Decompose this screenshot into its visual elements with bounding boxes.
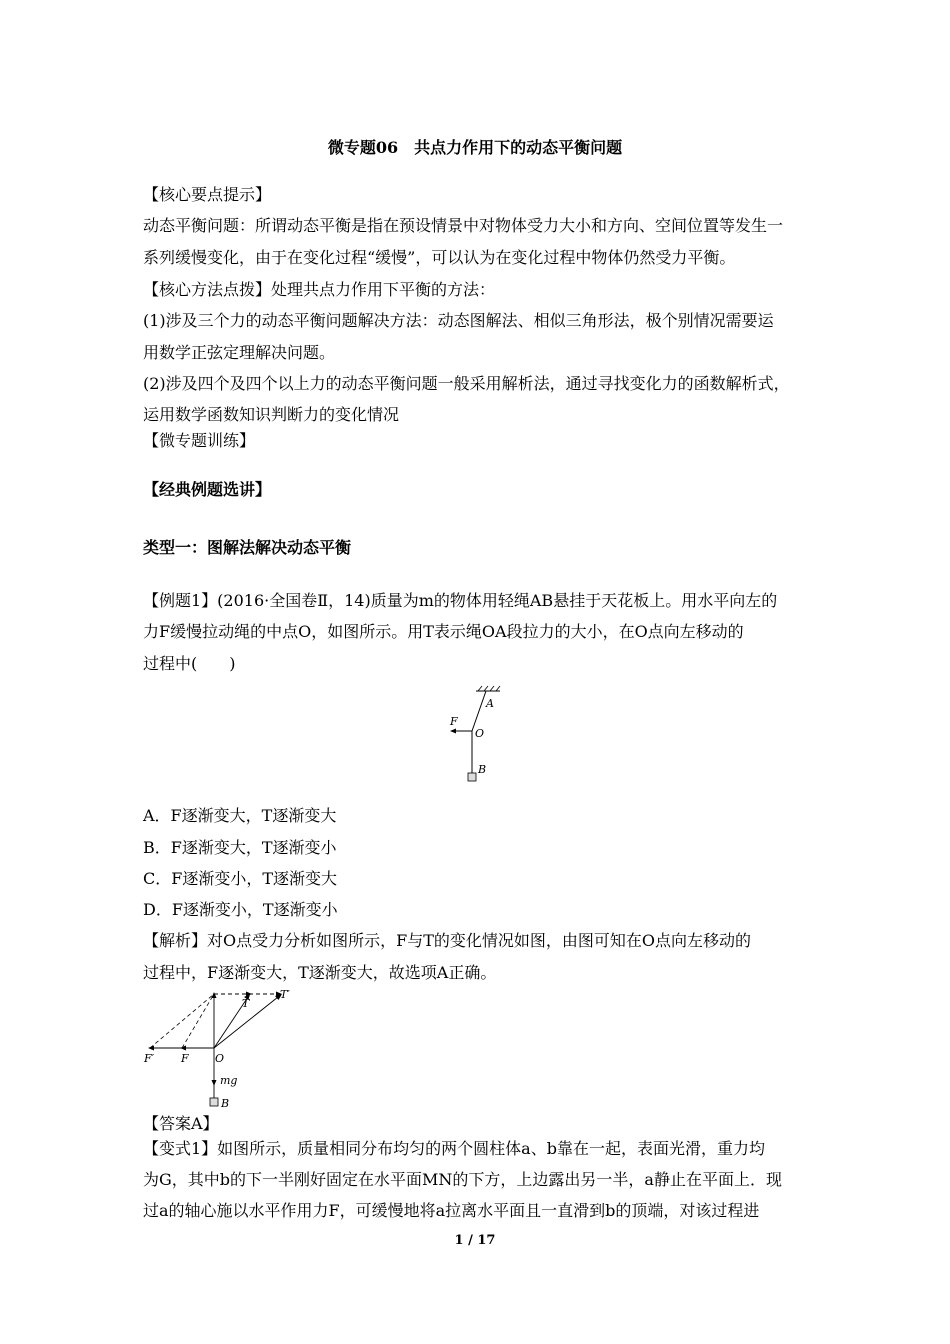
method-1-line-1: (1)涉及三个力的动态平衡问题解决方法：动态图解法、相似三角形法，极个别情况需要运 [143, 311, 774, 330]
option-b: B．F逐渐变大，T逐渐变小 [143, 838, 337, 857]
option-a: A．F逐渐变大，T逐渐变大 [143, 806, 337, 825]
fig2-label-t-prime: T′ [280, 988, 290, 1001]
fig1-label-a: A [486, 697, 494, 710]
analysis-line-1: 【解析】对O点受力分析如图所示，F与T的变化情况如图，由图可知在O点向左移动的 [143, 931, 752, 950]
fig1-label-b: B [478, 763, 487, 776]
fig2-label-mg: mg [220, 1074, 238, 1087]
method-1-line-2: 用数学正弦定理解决问题。 [143, 343, 336, 362]
fig2-label-o: O [215, 1052, 225, 1065]
method-2-line-1: (2)涉及四个及四个以上力的动态平衡问题一般采用解析法，通过寻找变化力的函数解析式， [143, 374, 790, 393]
example-1-line-2: 力F缓慢拉动绳的中点O，如图所示。用T表示绳OA段拉力的大小，在O点向左移动的 [143, 622, 744, 641]
training-heading: 【微专题训练】 [143, 431, 256, 450]
method-2-line-2: 运用数学函数知识判断力的变化情况 [143, 405, 400, 424]
classic-heading: 【经典例题选讲】 [143, 480, 272, 499]
answer-line: 【答案A】 [143, 1114, 219, 1133]
variant-1-line-1: 【变式1】如图所示，质量相同分布均匀的两个圆柱体a、b靠在一起，表面光滑，重力均 [143, 1139, 765, 1158]
fig2-label-f-prime: F′ [144, 1052, 155, 1065]
core-points-line-1: 动态平衡问题：所谓动态平衡是指在预设情景中对物体受力大小和方向、空间位置等发生一 [143, 216, 784, 235]
fig2-label-b: B [221, 1097, 230, 1110]
type-1-heading: 类型一：图解法解决动态平衡 [143, 538, 352, 557]
fig2-label-t: T [242, 997, 250, 1010]
core-points-heading: 【核心要点提示】 [143, 185, 272, 204]
page-title: 微专题06 共点力作用下的动态平衡问题 [327, 138, 623, 157]
example-1-line-1: 【例题1】(2016·全国卷Ⅱ，14)质量为m的物体用轻绳AB悬挂于天花板上。用水平向左的 [143, 591, 778, 610]
fig1-label-f: F [450, 715, 458, 728]
example-1-line-3: 过程中( ) [143, 654, 236, 673]
analysis-line-2: 过程中，F逐渐变大，T逐渐变大，故选项A正确。 [143, 963, 497, 982]
analysis-figure [140, 986, 290, 1110]
page-number: 1 / 17 [454, 1233, 496, 1248]
example-1-figure [440, 685, 510, 785]
fig1-label-o: O [475, 727, 485, 740]
variant-1-line-3: 过a的轴心施以水平作用力F，可缓慢地将a拉离水平面且一直滑到b的顶端，对该过程进 [143, 1201, 760, 1220]
option-c: C．F逐渐变小，T逐渐变大 [143, 869, 338, 888]
method-heading-line: 【核心方法点拨】处理共点力作用下平衡的方法： [143, 280, 496, 299]
core-points-line-2: 系列缓慢变化，由于在变化过程“缓慢”，可以认为在变化过程中物体仍然受力平衡。 [143, 248, 736, 267]
fig2-label-f: F [181, 1052, 189, 1065]
variant-1-line-2: 为G，其中b的下一半刚好固定在水平面MN的下方，上边露出另一半，a静止在平面上．现 [143, 1170, 782, 1189]
option-d: D．F逐渐变小，T逐渐变小 [143, 900, 338, 919]
